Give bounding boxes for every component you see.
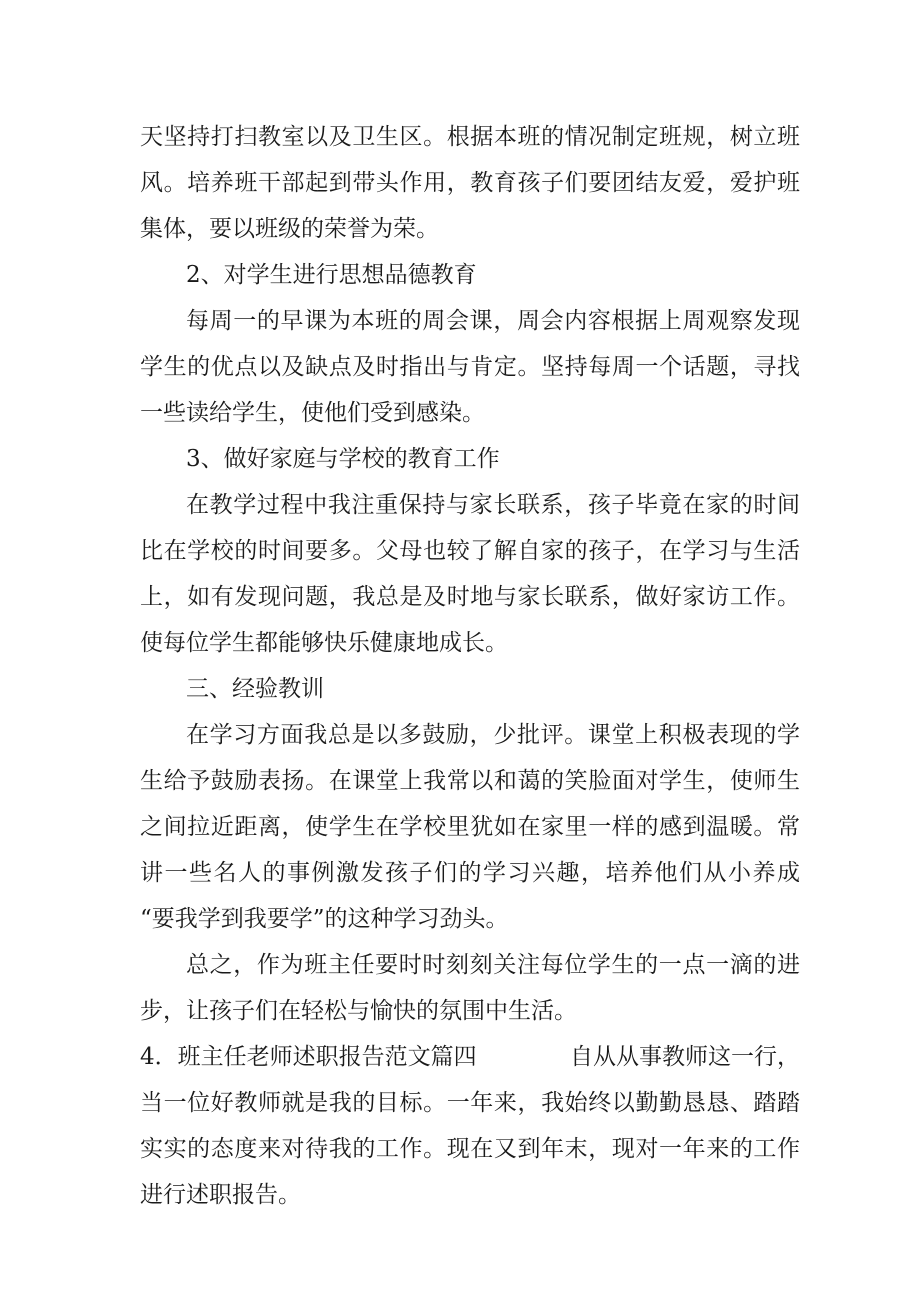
section-heading: 三、经验教训 (186, 676, 324, 702)
paragraph-line: 实实的态度来对待我的工作。现在又到年末，现对一年来的工作 (140, 1136, 800, 1162)
paragraph-line: 在教学过程中我注重保持与家长联系，孩子毕竟在家的时间 (186, 492, 800, 518)
body-text (140, 114, 800, 1218)
paragraph-line: 总之，作为班主任要时时刻刻关注每位学生的一点一滴的进 (186, 952, 800, 978)
article-heading-line (140, 1034, 800, 1080)
paragraph-line: 之间拉近距离，使学生在学校里犹如在家里一样的感到温暖。常 (140, 814, 800, 840)
paragraph-line: 集体，要以班级的荣誉为荣。 (140, 216, 439, 242)
paragraph-line: 生给予鼓励表扬。在课堂上我常以和蔼的笑脸面对学生，使师生 (140, 768, 800, 794)
paragraph-line: 当一位好教师就是我的目标。一年来，我始终以勤勤恳恳、踏踏 (140, 1090, 800, 1116)
section-heading: 2、对学生进行思想品德教育 (186, 262, 477, 288)
paragraph-line: 一些读给学生，使他们受到感染。 (140, 400, 485, 426)
paragraph-line: 学生的优点以及缺点及时指出与肯定。坚持每周一个话题，寻找 (140, 354, 800, 380)
paragraph-line: 在学习方面我总是以多鼓励，少批评。课堂上积极表现的学 (186, 722, 800, 748)
paragraph-line: 比在学校的时间要多。父母也较了解自家的孩子，在学习与生活 (140, 538, 800, 564)
article-heading: 4．班主任老师述职报告范文篇四 (140, 1044, 477, 1070)
paragraph-line: 进行述职报告。 (140, 1182, 301, 1208)
paragraph-line: “要我学到我要学”的这种学习劲头。 (140, 906, 509, 932)
paragraph-line: 讲一些名人的事例激发孩子们的学习兴趣，培养他们从小养成 (140, 860, 800, 886)
paragraph-line: 上，如有发现问题，我总是及时地与家长联系，做好家访工作。 (140, 584, 800, 610)
paragraph-line: 使每位学生都能够快乐健康地成长。 (140, 630, 508, 656)
section-heading: 3、做好家庭与学校的教育工作 (186, 446, 500, 472)
paragraph-line: 风。培养班干部起到带头作用，教育孩子们要团结友爱，爱护班 (140, 170, 800, 196)
paragraph-line: 步，让孩子们在轻松与愉快的氛围中生活。 (140, 998, 577, 1024)
paragraph-line: 每周一的早课为本班的周会课，周会内容根据上周观察发现 (186, 308, 800, 334)
paragraph-line: 自从从事教师这一行， (570, 1044, 800, 1070)
paragraph-line: 天坚持打扫教室以及卫生区。根据本班的情况制定班规，树立班 (140, 124, 800, 150)
